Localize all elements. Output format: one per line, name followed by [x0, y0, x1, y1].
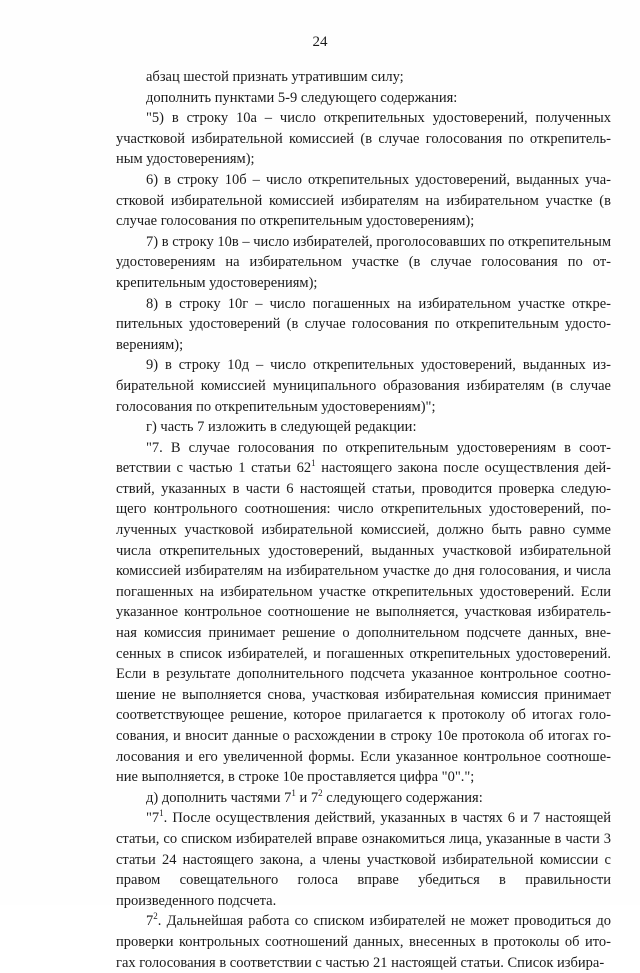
superscript: 2	[153, 911, 158, 922]
paragraph	[116, 67, 611, 88]
document-body	[116, 67, 611, 973]
superscript: 1	[311, 458, 316, 469]
paragraph	[116, 355, 611, 417]
text-run: 7	[146, 913, 154, 930]
text-run: следующего содержания:	[322, 789, 483, 806]
text-run: г) часть 7 изложить в следующей редакции:	[146, 419, 417, 436]
superscript: 1	[159, 808, 164, 819]
text-run: 8) в строку 10г – число погашенных на избирательном участке открепительных удостоверений (в случае голосования по открепительным удостоверениям);	[116, 295, 611, 353]
text-run: 9) в строку 10д – число открепительных удостоверений, выданных избирательной комиссией муниципального образования избирателям (в случае голосования по открепительным удостоверениям)";	[116, 357, 611, 415]
paragraph	[116, 808, 611, 911]
paragraph	[116, 417, 611, 438]
paragraph	[116, 788, 611, 809]
text-run: абзац шестой признать утратившим силу;	[146, 69, 404, 85]
paragraph	[116, 108, 611, 170]
page-number: 24	[312, 34, 328, 50]
text-run: "7. В случае голосования по открепительным удостоверениям в соответствии с частью 1 статьи 62	[116, 439, 611, 477]
paragraph	[116, 170, 611, 232]
paragraph	[116, 232, 611, 294]
text-run: д) дополнить частями 7	[146, 789, 292, 806]
paragraph	[116, 294, 611, 356]
text-run: . Дальнейшая работа со списком избирателей не может проводиться до проверки контрольных соотношений данных, внесенных в протоколы об итогах голосования в соответствии с частью 21 настоящей статьи. Список избира-	[116, 913, 611, 971]
text-run: дополнить пунктами 5-9 следующего содержания:	[146, 89, 458, 106]
text-run: 7) в строку 10в – число избирателей, проголосовавших по открепительным удостоверениям на избирательном участке (в случае голосования по открепительным удостоверениям);	[116, 233, 611, 291]
paragraph	[116, 911, 611, 973]
text-run: и 7	[295, 789, 319, 806]
superscript: 2	[318, 787, 323, 798]
text-run: . После осуществления действий, указанных в частях 6 и 7 настоящей статьи, со списком избирателей вправе ознакомиться лица, указанные в части 3 статьи 24 настоящего закона, а члены участковой избирательной комиссии с правом совещательного голоса вправе убедиться в правильности произведенного подсчета.	[116, 810, 611, 909]
superscript: 1	[291, 787, 296, 798]
paragraph	[116, 438, 611, 788]
text-run: 6) в строку 10б – число открепительных удостоверений, выданных участковой избирательной комиссией избирателям на избирательном участке (в случае голосования по открепительным удостоверениям);	[116, 171, 611, 230]
text-run: настоящего закона после осуществления действий, указанных в части 6 настоящей статьи, проводится проверка следующего контрольного соотношения: число открепительных удостоверений, полученных участковой избирательной комиссией, должно быть равно сумме числа открепительных удостоверений, выданных участковой избирательной комиссией избирателям на избирательном участке до дня голосования, и числа погашенных на избирательном участке открепительных удостоверений. Если указанное контрольное соотношение не выполняется, участковая избирательная комиссия принимает решение о дополнительном подсчете данных, внесенных в список избирателей, и погашенных открепительных удостоверений. Если в результате дополнительного подсчета указанное контрольное соотношение не выполняется снова, участковая избирательная комиссия принимает соответствующее решение, которое прилагается к протоколу об итогах голосования, и вносит данные о расхождении в строку 10е протокола об итогах голосования и его увеличенной формы. Если указанное контрольное соотношение выполняется, в строке 10е проставляется цифра "0".";	[116, 460, 612, 786]
text-run: "5) в строку 10а – число открепительных удостоверений, полученных участковой избирательной комиссией (в случае голосования по открепительным удостоверениям);	[116, 110, 611, 168]
text-run: "7	[146, 810, 160, 827]
paragraph	[116, 88, 611, 109]
